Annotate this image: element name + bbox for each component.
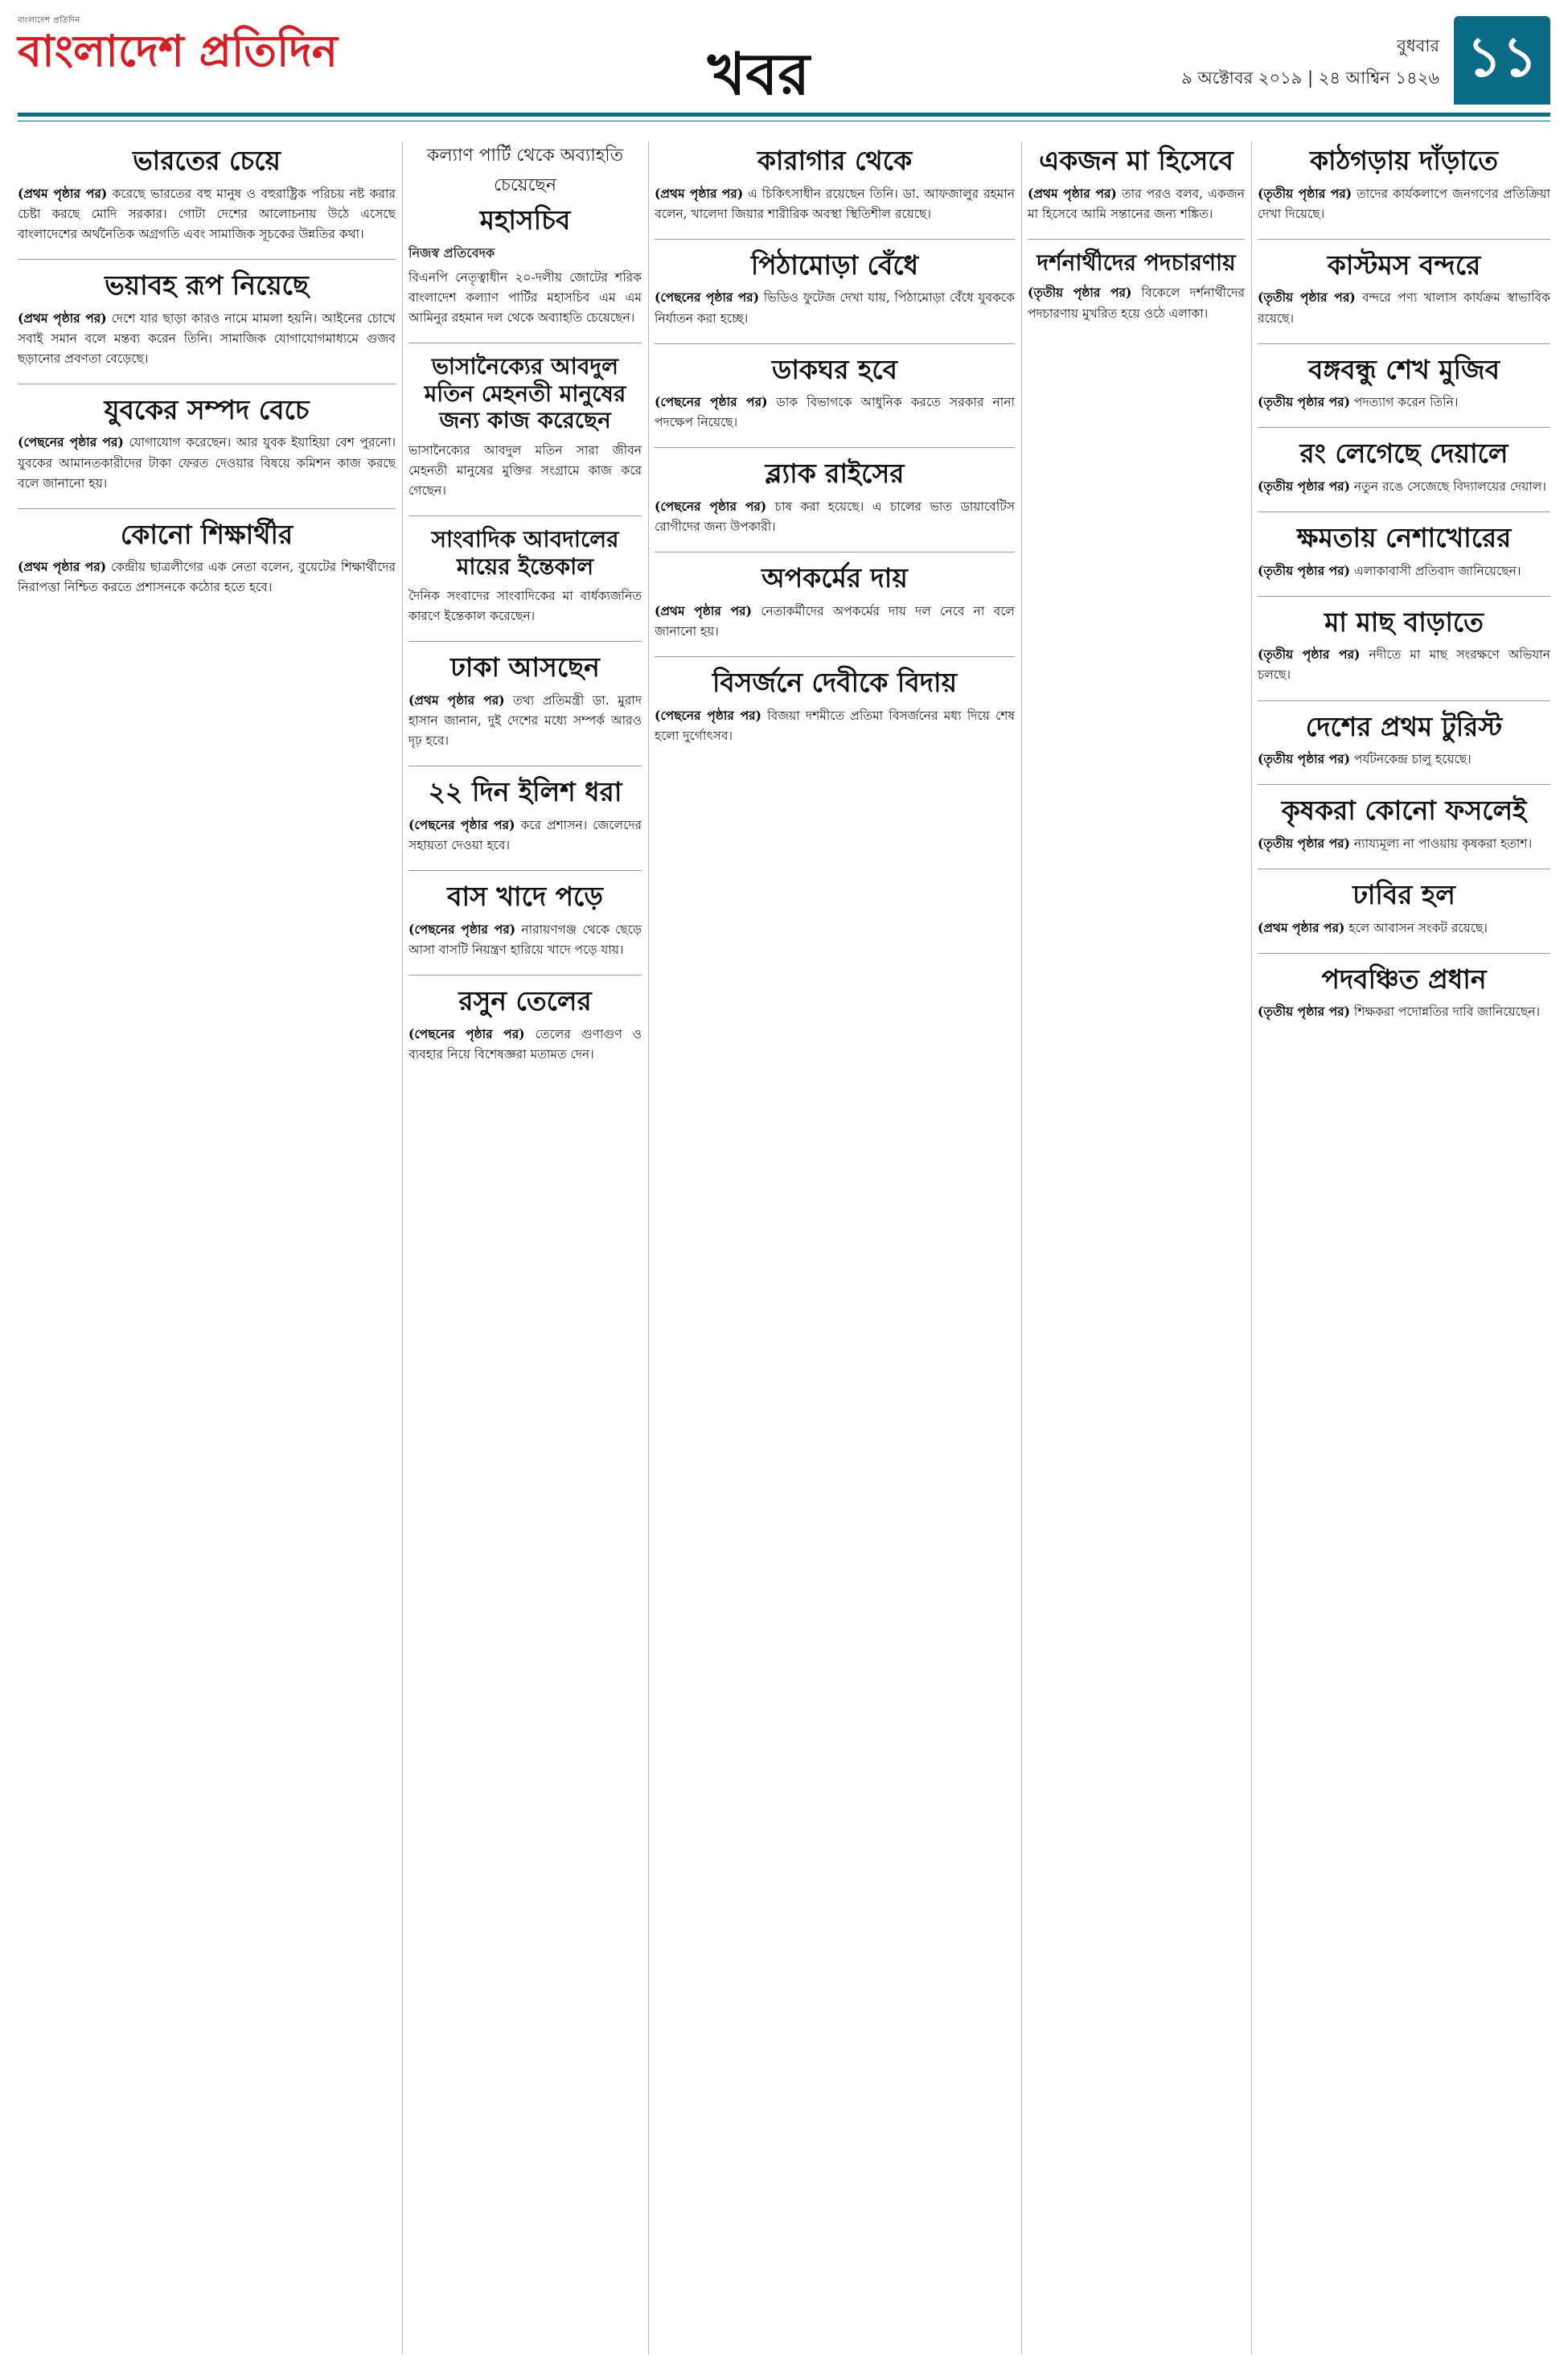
article[interactable] <box>1258 145 1550 224</box>
article-headline: মহাসচিব <box>479 204 571 236</box>
article-body: (পেছনের পৃষ্ঠার পর) নারায়ণগঞ্জ থেকে ছেড়ে আসা বাসটি নিয়ন্ত্রণ হারিয়ে খাদে পড়ে যায়। <box>408 921 642 957</box>
article-headline: বঙ্গবন্ধু শেখ মুজিব <box>1308 353 1500 385</box>
article[interactable] <box>1258 711 1550 770</box>
date-line: ৯ অক্টোবর ২০১৯ | ২৪ আশ্বিন ১৪২৬ <box>1181 68 1439 88</box>
article[interactable] <box>1028 145 1245 224</box>
article-body: (পেছনের পৃষ্ঠার পর) চাষ করা হয়েছে। এ চালের ভাত ডায়াবেটিস রোগীদের জন্য উপকারী। <box>655 499 1015 535</box>
article[interactable] <box>408 651 642 751</box>
article-body: (প্রথম পৃষ্ঠার পর) নেতাকর্মীদের অপকর্মের দায় দল নেবে না বলে জানানো হয়। <box>655 602 1015 639</box>
article-divider <box>655 656 1015 657</box>
article-body: (পেছনের পৃষ্ঠার পর) তেলের গুণাগুণ ও ব্যবহার নিয়ে বিশেষজ্ঞরা মতামত দেন। <box>408 1025 642 1062</box>
article-divider <box>1258 700 1550 701</box>
article-headline: দেশের প্রথম টুরিস্ট <box>1305 710 1503 742</box>
article[interactable] <box>655 249 1015 329</box>
article-divider <box>1258 784 1550 785</box>
article-body: (প্রথম পৃষ্ঠার পর) করেছে ভারতের বহু মানুষ ও বহুরাষ্ট্রিক পরিচয় নষ্ট করার চেষ্টা করছে মোদি সরকার। গোটা দেশের আলোচনায় উঠে এসেছে বাংলাদেশের অর্থনৈতিক অগ্রগতি এবং সামাজিক সূচকের উন্নতির কথা। <box>18 185 396 241</box>
article[interactable] <box>408 985 642 1065</box>
article-body: (প্রথম পৃষ্ঠার পর) কেন্দ্রীয় ছাত্রলীগের এক নেতা বলেন, বুয়েটের শিক্ষার্থীদের নিরাপত্তা নিশ্চিত করতে প্রশাসনকে কঠোর হতে হবে। <box>18 559 396 595</box>
column-divider <box>648 142 649 2355</box>
article[interactable] <box>655 145 1015 224</box>
article-headline: দর্শনার্থীদের পদচারণায় <box>1036 248 1236 276</box>
column-a <box>18 142 396 2355</box>
article[interactable] <box>1258 522 1550 581</box>
article-divider <box>18 508 396 509</box>
column-c <box>655 142 1015 2355</box>
article[interactable] <box>1258 249 1550 329</box>
article-divider <box>1258 596 1550 597</box>
article-body: (পেছনের পৃষ্ঠার পর) যোগাযোগ করেছেন। আর যুবক ইয়াহিয়া বেশ পুরনো। যুবকের আমানতকারীদের টাকা ফেরত দেওয়ার বিষয়ে কমিশন কাজ করছে বলে জানানো হয়। <box>18 434 396 491</box>
article-divider <box>1028 239 1245 240</box>
article-body: (তৃতীয় পৃষ্ঠার পর) এলাকাবাসী প্রতিবাদ জানিয়েছেন। <box>1258 562 1521 578</box>
article[interactable] <box>408 881 642 960</box>
article-headline: কাস্টমস বন্দরে <box>1327 248 1481 281</box>
article-headline: ডাকঘর হবে <box>772 353 897 385</box>
article[interactable] <box>408 142 642 328</box>
article-divider <box>408 870 642 871</box>
article-body: (পেছনের পৃষ্ঠার পর) ভিডিও ফুটেজ দেখা যায়, পিঠামোড়া বেঁধে যুবককে নির্যাতন করা হচ্ছে। <box>655 290 1015 326</box>
article-headline: কারাগার থেকে <box>757 145 913 176</box>
article-body: (তৃতীয় পৃষ্ঠার পর) নদীতে মা মাছ সংরক্ষণে অভিযান চলছে। <box>1258 647 1550 683</box>
article[interactable] <box>18 269 396 369</box>
article-headline: সাংবাদিক আবদালের মায়ের ইন্তেকাল <box>431 526 619 580</box>
article-body: (পেছনের পৃষ্ঠার পর) ডাক বিভাগকে আধুনিক করতে সরকার নানা পদক্ষেপ নিয়েছে। <box>655 394 1015 430</box>
article-headline: কাঠগড়ায় দাঁড়াতে <box>1309 145 1499 176</box>
article-divider <box>18 259 396 260</box>
article-headline: ঢাবির হল <box>1353 878 1455 910</box>
article-divider <box>1258 343 1550 344</box>
date-block <box>1181 31 1439 95</box>
column-e <box>1258 142 1550 2355</box>
column-divider <box>402 142 403 2355</box>
article-body: (পেছনের পৃষ্ঠার পর) বিজয়া দশমীতে প্রতিমা বিসর্জনের মধ্য দিয়ে শেষ হলো দুর্গোৎসব। <box>655 707 1015 743</box>
article-body: বিএনপি নেতৃত্বাধীন ২০-দলীয় জোটের শরিক বাংলাদেশ কল্যাণ পার্টির মহাসচিব এম এম আমিনুর রহমান দল থেকে অব্যাহতি চেয়েছেন। <box>408 269 642 325</box>
article-headline: মা মাছ বাড়াতে <box>1324 606 1484 638</box>
column-divider <box>1251 142 1252 2355</box>
article-body: (প্রথম পৃষ্ঠার পর) দেশে যার ছাড়া কারও নামে মামলা হয়নি। আইনের চোখে সবাই সমান বলে মন্তব্য করেন তিনি। সামাজিক যোগাযোগমাধ্যমে গুজব ছড়ানোর প্রবণতা বেড়েছে। <box>18 310 396 366</box>
article[interactable] <box>408 776 642 856</box>
weekday: বুধবার <box>1397 36 1439 55</box>
article-body: (তৃতীয় পৃষ্ঠার পর) পর্যটনকেন্দ্র চালু হয়েছে। <box>1258 751 1472 767</box>
article[interactable] <box>1028 249 1245 324</box>
article-kicker: কল্যাণ পার্টি থেকে অব্যাহতি চেয়েছেন <box>426 146 624 195</box>
article-body: (প্রথম পৃষ্ঠার পর) এ চিকিৎসাধীন রয়েছেন তিনি। ডা. আফজালুর রহমান বলেন, খালেদা জিয়ার শারীরিক অবস্থা স্থিতিশীল রয়েছে। <box>655 185 1015 221</box>
article-headline: ভয়াবহ রূপ নিয়েছে <box>105 269 309 301</box>
article[interactable] <box>655 667 1015 746</box>
article-headline: বিসর্জনে দেবীকে বিদায় <box>712 667 958 699</box>
article-divider <box>1258 427 1550 428</box>
column-d <box>1028 142 1245 2355</box>
article-body: (প্রথম পৃষ্ঠার পর) তথ্য প্রতিমন্ত্রী ডা. মুরাদ হাসান জানান, দুই দেশের মধ্যে সম্পর্ক আরও দৃঢ় হবে। <box>408 692 642 749</box>
article-headline: ঢাকা আসছেন <box>450 651 600 684</box>
article-headline: ব্ল্যাক রাইসের <box>765 458 905 490</box>
article-body: (তৃতীয় পৃষ্ঠার পর) তাদের কার্যকলাপে জনগণের প্রতিক্রিয়া দেখা দিয়েছে। <box>1258 185 1550 221</box>
article-body: (প্রথম পৃষ্ঠার পর) তার পরও বলব, একজন মা হিসেবে আমি সন্তানের জন্য শঙ্কিত। <box>1028 185 1245 221</box>
section-title: খবর <box>708 40 810 108</box>
article-divider <box>1258 953 1550 954</box>
article-body: (প্রথম পৃষ্ঠার পর) হলে আবাসন সংকট রয়েছে। <box>1258 919 1488 935</box>
article[interactable] <box>655 354 1015 433</box>
article-headline: অপকর্মের দায় <box>761 562 908 594</box>
article-divider <box>408 641 642 642</box>
article[interactable] <box>655 562 1015 642</box>
article-byline: নিজস্ব প্রতিবেদক <box>408 244 495 261</box>
logo-name: বাংলাদেশ প্রতিদিন <box>18 26 338 76</box>
article-body: ভাসানৈক্যের আবদুল মতিন সারা জীবন মেহনতী মানুষের মুক্তির সংগ্রামে কাজ করে গেছেন। <box>408 442 642 498</box>
masthead-rule <box>18 113 1550 117</box>
article-divider <box>655 343 1015 344</box>
article-headline: কোনো শিক্ষার্থীর <box>120 518 293 550</box>
article[interactable] <box>1258 354 1550 413</box>
article-body: (তৃতীয় পৃষ্ঠার পর) শিক্ষকরা পদোন্নতির দাবি জানিয়েছেন। <box>1258 1004 1541 1020</box>
column-divider <box>1021 142 1022 2355</box>
article[interactable] <box>1258 795 1550 854</box>
article[interactable] <box>1258 606 1550 686</box>
article-headline: রং লেগেছে দেয়ালে <box>1299 437 1508 470</box>
article-divider <box>408 515 642 516</box>
article-body: (তৃতীয় পৃষ্ঠার পর) বন্দরে পণ্য খালাস কার্যক্রম স্বাভাবিক রয়েছে। <box>1258 290 1550 326</box>
article[interactable] <box>408 526 642 626</box>
page-number: ১১ <box>1454 16 1550 105</box>
article-divider <box>1258 239 1550 240</box>
article[interactable] <box>408 353 642 501</box>
article-body: (তৃতীয় পৃষ্ঠার পর) নতুন রঙে সেজেছে বিদ্যালয়ের দেয়াল। <box>1258 478 1546 494</box>
logo-tagline: বাংলাদেশ প্রতিদিন <box>18 16 80 25</box>
article[interactable] <box>1258 879 1550 939</box>
article-headline: পিঠামোড়া বেঁধে <box>750 248 919 281</box>
article-body: দৈনিক সংবাদের সাংবাদিকের মা বার্ধক্যজনিত কারণে ইন্তেকাল করেছেন। <box>408 589 642 624</box>
article-divider <box>655 239 1015 240</box>
article-headline: যুবকের সম্পদ বেচে <box>104 393 310 425</box>
article-headline: ক্ষমতায় নেশাখোরের <box>1296 522 1512 554</box>
newspaper-logo[interactable] <box>18 14 338 76</box>
article-headline: বাস খাদে পড়ে <box>447 881 603 913</box>
masthead <box>0 0 1568 153</box>
article-headline: ২২ দিন ইলিশ ধরা <box>428 776 622 808</box>
article[interactable] <box>1258 437 1550 497</box>
article-divider <box>1258 511 1550 512</box>
article-body: (তৃতীয় পৃষ্ঠার পর) পদত্যাগ করেন তিনি। <box>1258 394 1459 410</box>
article-divider <box>655 447 1015 448</box>
article-body: (তৃতীয় পৃষ্ঠার পর) ন্যায্যমূল্য না পাওয়ায় কৃষকরা হতাশ। <box>1258 835 1533 851</box>
column-b <box>408 142 642 2355</box>
article-headline: ভারতের চেয়ে <box>133 145 281 176</box>
article-body: (তৃতীয় পৃষ্ঠার পর) বিকেলে দর্শনার্থীদের পদচারণায় মুখরিত হয়ে ওঠে এলাকা। <box>1028 285 1245 321</box>
article-headline: পদবঞ্চিত প্রধান <box>1321 963 1487 995</box>
article-headline: কৃষকরা কোনো ফসলেই <box>1281 795 1527 827</box>
article-body: (পেছনের পৃষ্ঠার পর) করে প্রশাসন। জেলেদের সহায়তা দেওয়া হবে। <box>408 816 642 853</box>
article-headline: রসুন তেলের <box>458 984 592 1017</box>
article[interactable] <box>1258 963 1550 1023</box>
article[interactable] <box>18 519 396 598</box>
article[interactable] <box>18 394 396 494</box>
article-headline: ভাসানৈক্যের আবদুল মতিন মেহনতী মানুষের জন্য কাজ করেছেন <box>424 352 626 434</box>
article[interactable] <box>655 458 1015 537</box>
article-headline: একজন মা হিসেবে <box>1039 145 1233 176</box>
article[interactable] <box>18 145 396 244</box>
